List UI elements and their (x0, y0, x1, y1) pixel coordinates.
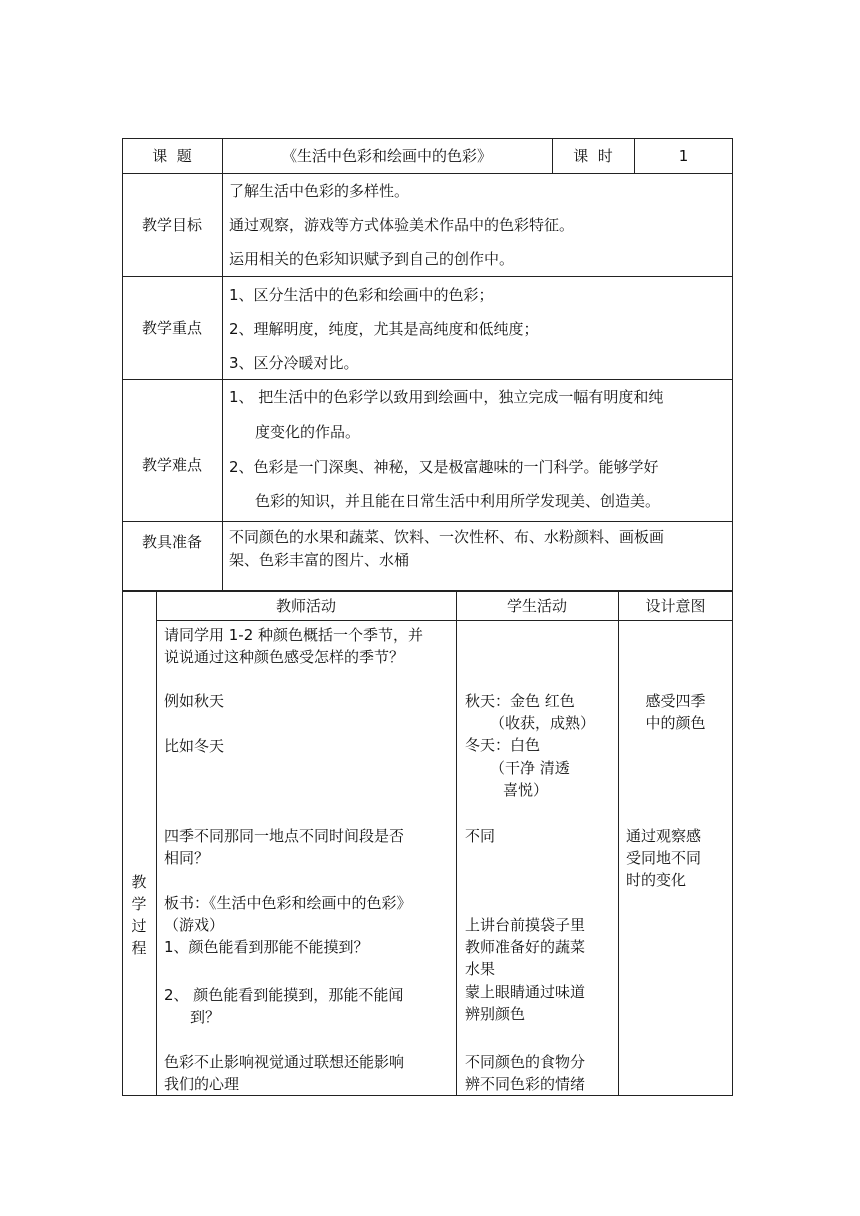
student-text: 教师准备好的蔬菜 (465, 938, 586, 956)
teacher-text: 2、 颜色能看到能摸到，那能不能闻 (164, 986, 404, 1004)
student-text: 水果 (465, 960, 496, 978)
teacher-text: （游戏） (164, 916, 225, 934)
row-divider (122, 521, 733, 522)
difficulty-line: 度变化的作品。 (255, 423, 361, 441)
difficulty-line: 1、 把生活中的色彩学以致用到绘画中，独立完成一幅有明度和纯 (229, 388, 664, 406)
teacher-text: 四季不同那同一地点不同时间段是否 (164, 827, 405, 845)
key-points-label: 教学重点 (141, 319, 202, 337)
process-header-divider (156, 620, 733, 621)
objective-item: 运用相关的色彩知识赋予到自己的创作中。 (229, 250, 515, 268)
teacher-text: 我们的心理 (164, 1075, 240, 1093)
student-text: 不同颜色的食物分 (465, 1053, 586, 1071)
key-point-item: 3、区分冷暖对比。 (229, 354, 359, 372)
teacher-text: 说说通过这种颜色感受怎样的季节？ (164, 648, 405, 666)
teacher-text: 板书：《生活中色彩和绘画中的色彩》 (164, 894, 412, 912)
difficulties-label: 教学难点 (141, 456, 202, 474)
teacher-text: 比如冬天 (164, 737, 225, 755)
objectives-label: 教学目标 (141, 216, 202, 234)
materials-line: 架、色彩丰富的图片、水桶 (229, 551, 410, 569)
design-text: 中的颜色 (645, 714, 706, 732)
teacher-text: 到？ (190, 1008, 221, 1026)
design-text: 受同地不同 (626, 849, 702, 867)
teacher-activity-header: 教师活动 (275, 597, 336, 615)
upper-table (122, 138, 733, 591)
materials-label: 教具准备 (141, 533, 202, 551)
student-text: 不同 (465, 827, 496, 845)
lesson-title: 《生活中色彩和绘画中的色彩》 (281, 147, 492, 165)
student-text: 冬天：白色 (465, 736, 541, 754)
teacher-text: 1、颜色能看到那能不能摸到？ (164, 938, 369, 956)
objective-item: 通过观察，游戏等方式体验美术作品中的色彩特征。 (229, 216, 575, 234)
materials-line: 不同颜色的水果和蔬菜、饮料、一次性杯、布、水粉颜料、画板画 (229, 528, 665, 546)
student-design-divider (618, 591, 619, 1096)
process-label-char: 教 (131, 873, 147, 891)
design-text: 通过观察感 (626, 827, 702, 845)
process-label-char: 程 (131, 939, 147, 957)
teacher-text: 相同？ (164, 849, 210, 867)
student-text: 上讲台前摸袋子里 (465, 916, 586, 934)
design-text: 感受四季 (645, 692, 706, 710)
student-text: 秋天：金色 红色 (465, 692, 575, 710)
teacher-student-divider (456, 591, 457, 1096)
period-value: 1 (678, 147, 689, 165)
teacher-text: 例如秋天 (164, 692, 225, 710)
key-point-item: 2、理解明度，纯度，尤其是高纯度和低纯度； (229, 320, 539, 338)
objective-item: 了解生活中色彩的多样性。 (229, 182, 410, 200)
difficulty-line: 色彩的知识，并且能在日常生活中利用所学发现美、创造美。 (255, 492, 661, 510)
key-point-item: 1、区分生活中的色彩和绘画中的色彩； (229, 286, 494, 304)
student-text: 辨别颜色 (465, 1005, 526, 1023)
student-activity-header: 学生活动 (506, 597, 567, 615)
teacher-text: 请同学用 1-2 种颜色概括一个季节，并 (164, 626, 424, 644)
teacher-text: 色彩不止影响视觉通过联想还能影响 (164, 1053, 405, 1071)
design-intent-header: 设计意图 (645, 597, 706, 615)
subject-label: 课 题 (152, 147, 192, 165)
design-text: 时的变化 (626, 871, 687, 889)
student-text: （干净 清透 (490, 759, 570, 777)
process-label-char: 学 (131, 895, 147, 913)
student-text: 蒙上眼睛通过味道 (465, 983, 586, 1001)
student-text: 辨不同色彩的情绪 (465, 1075, 586, 1093)
period-label: 课 时 (573, 147, 613, 165)
row-divider (122, 173, 733, 174)
process-label-char: 过 (131, 917, 147, 935)
student-text: 喜悦） (503, 781, 549, 799)
label-column-divider (222, 138, 223, 591)
process-label-divider (156, 591, 157, 1096)
student-text: （收获，成熟） (490, 714, 596, 732)
row-divider (122, 379, 733, 380)
row-divider (122, 276, 733, 277)
difficulty-line: 2、色彩是一门深奥、神秘，又是极富趣味的一门科学。能够学好 (229, 458, 659, 476)
